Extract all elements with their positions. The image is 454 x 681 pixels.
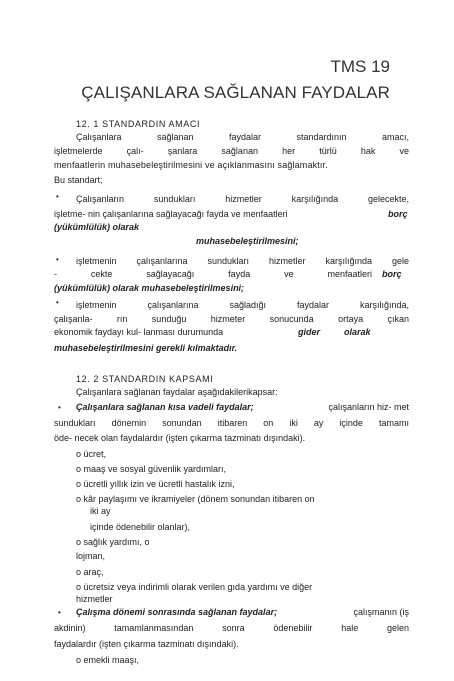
bullet-line: işletmenin çalışanlarına sağladığı faydalar karşılığında, <box>76 300 409 310</box>
section-heading-amac: 12. 1 STANDARDIN AMACI <box>76 119 201 129</box>
bullet-line: işletme- nin çalışanlarına sağlayacağı fayda ve menfaatleri <box>54 209 288 219</box>
paragraph-line: öde- necek olan faydalardır (işten çıkarma tazminatı dışındaki). <box>54 433 306 443</box>
bullet-icon: • <box>58 608 61 617</box>
list-item: o ücret, <box>76 449 107 459</box>
bullet-icon: • <box>56 298 59 307</box>
bullet-icon: • <box>58 403 61 412</box>
page-code: TMS 19 <box>330 57 390 76</box>
paragraph-line: faydalardır (işten çıkarma tazminatı dışındaki). <box>54 639 239 649</box>
list-item: lojman, <box>76 551 106 561</box>
bullet-line: ekonomik faydayı kul- lanması durumunda <box>54 327 224 337</box>
list-item: o ücretsiz veya indirimli olarak verilen gıda yardımı ve diğer <box>76 582 313 592</box>
section-heading-kapsam: 12. 2 STANDARDIN KAPSAMI <box>76 374 214 384</box>
paragraph-line: menfaatlerin muhasebeleştirilmesini ve açıklanmasını sağlamaktır. <box>54 160 328 170</box>
bullet-line: çalışanla- rın sunduğu hizmeter sonucunda ortaya çıkan <box>54 314 409 324</box>
paragraph-line: akdinin) tamamlanmasından sonra ödenebilir hale gelen <box>54 623 409 633</box>
paragraph-line: Çalışanlara sağlanan faydalar aşağıdakilerikapsar: <box>76 387 278 397</box>
page-title: ÇALIŞANLARA SAĞLANAN FAYDALAR <box>81 83 390 102</box>
bullet-line: - cekte sağlayacağı fayda ve menfaatleri <box>54 269 372 279</box>
emphasis-text: borç <box>388 209 408 219</box>
emphasis-text: muhasebeleştirilmesini; <box>196 236 299 246</box>
paragraph-line: işletmelerde çalı- şanlara sağlanan her türlü hak ve <box>54 146 409 156</box>
emphasis-text: Çalışanlara sağlanan kısa vadeli faydalar; <box>76 402 254 412</box>
list-item: o maaş ve sosyal güvenlik yardımları, <box>76 464 227 474</box>
bullet-icon: • <box>56 192 59 201</box>
emphasis-text: borç <box>382 269 402 279</box>
paragraph-line: çalışanların hiz- met <box>328 402 409 412</box>
emphasis-text: (yükümlülük) olarak <box>54 222 140 232</box>
list-item: iki ay <box>90 506 111 516</box>
list-item: o ücretli yıllık izin ve ücretli hastalık izni, <box>76 479 235 489</box>
bullet-line: Çalışanların sundukları hizmetler karşılığında gelecekte, <box>76 194 409 204</box>
emphasis-text: (yükümlülük) olarak muhasebeleştirilmesini; <box>54 283 245 293</box>
emphasis-text: gider <box>298 327 321 337</box>
list-item: o emekli maaşı, <box>76 655 140 665</box>
emphasis-text: Çalışma dönemi sonrasında sağlanan faydalar; <box>76 607 278 617</box>
list-item: hizmetler <box>76 594 113 604</box>
bullet-line: işletmenin çalışanlarına sundukları hizmetler karşılığında gele <box>76 256 409 266</box>
list-item: o sağlık yardımı, o <box>76 537 150 547</box>
list-item: o kâr paylaşımı ve ikramiyeler (dönem sonundan itibaren on <box>76 494 315 504</box>
paragraph-line: sundukları dönemin sonundan itibaren on iki ay içinde tamamı <box>54 418 409 428</box>
paragraph-line: Bu standart; <box>54 175 103 185</box>
emphasis-text: muhasebeleştirilmesini gerekli kılmaktadır. <box>54 343 238 353</box>
emphasis-text: olarak <box>344 327 371 337</box>
bullet-icon: • <box>56 255 59 264</box>
list-item: o araç, <box>76 567 104 577</box>
paragraph-line: Çalışanlara sağlanan faydalar standardının amacı, <box>76 132 409 142</box>
list-item: içinde ödenebilir olanlar), <box>90 522 191 532</box>
paragraph-line: çalışmanın (iş <box>353 607 409 617</box>
